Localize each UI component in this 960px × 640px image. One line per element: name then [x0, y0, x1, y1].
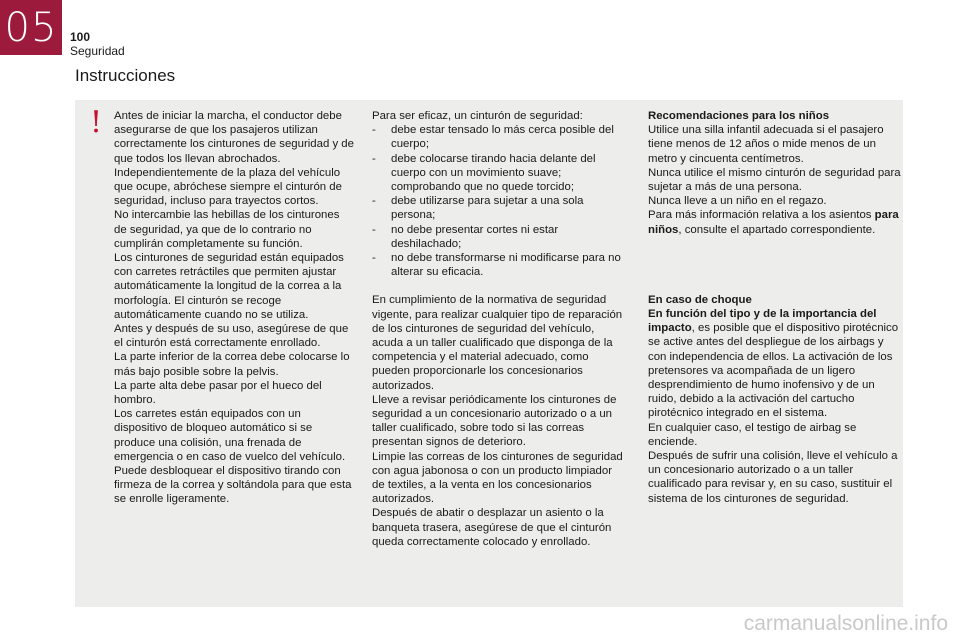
paragraph: Independientemente de la plaza del vehículo que ocupe, abróchese siempre el cinturón de seguridad, incluso para trayectos cortos. [114, 166, 342, 208]
paragraph: Utilice una silla infantil adecuada si el pasajero tiene menos de 12 años o mide menos de un metro y cincuenta centímetros. [648, 124, 884, 165]
list-intro: Para ser eficaz, un cinturón de seguridad: [372, 110, 583, 122]
paragraph: Limpie las correas de los cinturones de seguridad con agua jabonosa o con un producto limpiador de textiles, a la venta en los concesionarios autorizados. [372, 450, 623, 506]
list-item [372, 123, 624, 151]
spacer [648, 237, 903, 293]
page-number: 100 [70, 30, 91, 44]
list-item [372, 152, 624, 195]
list-item [372, 223, 624, 251]
requirements-list [372, 123, 624, 279]
crash-heading: En caso de choque [648, 293, 752, 306]
paragraph: Los carretes están equipados con un dispositivo de bloqueo automático si se produce una colisión, una frenada de emergencia o en caso de vuelco del vehículo. Puede desbloquear el dispositivo tirando con firmeza de la correa y soltándola para que esta se enrolle ligeramente. [114, 408, 352, 506]
paragraph: Antes y después de su uso, asegúrese de que el cinturón está correctamente enrollado. [114, 323, 349, 350]
dash-bullet: - [372, 195, 376, 208]
paragraph: No intercambie las hebillas de los cinturones de seguridad, ya que de lo contrario no cumplirán completamente su función. [114, 209, 340, 250]
spacer [372, 279, 624, 293]
chapter-tab [0, 0, 62, 55]
child-seats-link-text: para niños [648, 209, 899, 236]
paragraph: Después de abatir o desplazar un asiento o la banqueta trasera, asegúrese de que el cinturón queda correctamente colocado y enrollado. [372, 507, 612, 548]
paragraph: La parte inferior de la correa debe colocarse lo más bajo posible sobre la pelvis. [114, 351, 350, 378]
dash-bullet: - [372, 252, 376, 265]
list-item-text: debe colocarse tirando hacia delante del cuerpo con un movimiento suave; comprobando que no quede torcido; [391, 152, 596, 194]
column-children-and-crash [648, 109, 903, 506]
paragraph: Nunca lleve a un niño en el regazo. [648, 195, 827, 208]
paragraph: Después de sufrir una colisión, lleve el vehículo a un concesionario autorizado o a un taller cualificado para revisar y, en su caso, sustituir el sistema de los cinturones de seguridad. [648, 450, 898, 505]
exclamation-warning-icon: ! [90, 105, 103, 140]
dash-bullet: - [372, 152, 376, 165]
watermark: carmanualsonline.info [743, 612, 948, 635]
paragraph-child-seats-reference: Para más información relativa a los asientos para niños, consulte el apartado correspondiente. [648, 209, 899, 236]
paragraph: Lleve a revisar periódicamente los cinturones de seguridad a un concesionario autorizado o a un taller cualificado, sobre todo si las correas presentan signos de deterioro. [372, 393, 617, 449]
paragraph: En cualquier caso, el testigo de airbag se enciende. [648, 421, 857, 448]
children-heading: Recomendaciones para los niños [648, 110, 830, 122]
paragraph: Los cinturones de seguridad están equipados con carretes retráctiles que permiten ajustar automáticamente la longitud de la correa a la morfología. El cinturón se recoge automáticamente cuando no se utiliza. [114, 252, 344, 321]
dash-bullet: - [372, 223, 376, 236]
paragraph: Nunca utilice el mismo cinturón de seguridad para sujetar a más de una persona. [648, 166, 901, 194]
chapter-number: 05 [4, 4, 58, 51]
section-name: Seguridad [70, 44, 125, 58]
paragraph: En cumplimiento de la normativa de seguridad vigente, para realizar cualquier tipo de reparación de los cinturones de seguridad del vehículo, acuda a un taller cualificado que disponga de la competencia y el material adecuado, como pueden proporcionarle los concesionarios autorizados. [372, 294, 623, 392]
list-item-text: no debe transformarse ni modificarse para no alterar su eficacia. [391, 252, 621, 279]
list-item [372, 251, 624, 279]
paragraph-crash: En función del tipo y de la importancia del impacto, es posible que el dispositivo pirotécnico se active antes del despliegue de los airbags y con independencia de ellos. La activación de los pretensores va acompañada de un ligero desprendimiento de humo inofensivo y de un ruido, debido a la activación del cartucho pirotécnico integrado en el sistema. [648, 308, 899, 420]
column-safety-instructions [114, 109, 354, 507]
page-title: Instrucciones [75, 66, 176, 85]
column-belt-effectiveness [372, 109, 624, 549]
paragraph: La parte alta debe pasar por el hueco del hombro. [114, 379, 322, 407]
paragraph: Antes de iniciar la marcha, el conductor debe asegurarse de que los pasajeros utilizan correctamente los cinturones de seguridad y de que todos los llevan abrochados. [114, 110, 354, 165]
list-item [372, 194, 624, 222]
list-item-text: no debe presentar cortes ni estar deshilachado; [391, 223, 559, 250]
list-item-text: debe estar tensado lo más cerca posible del cuerpo; [391, 124, 614, 151]
dash-bullet: - [372, 124, 376, 137]
list-item-text: debe utilizarse para sujetar a una sola persona; [391, 195, 584, 222]
